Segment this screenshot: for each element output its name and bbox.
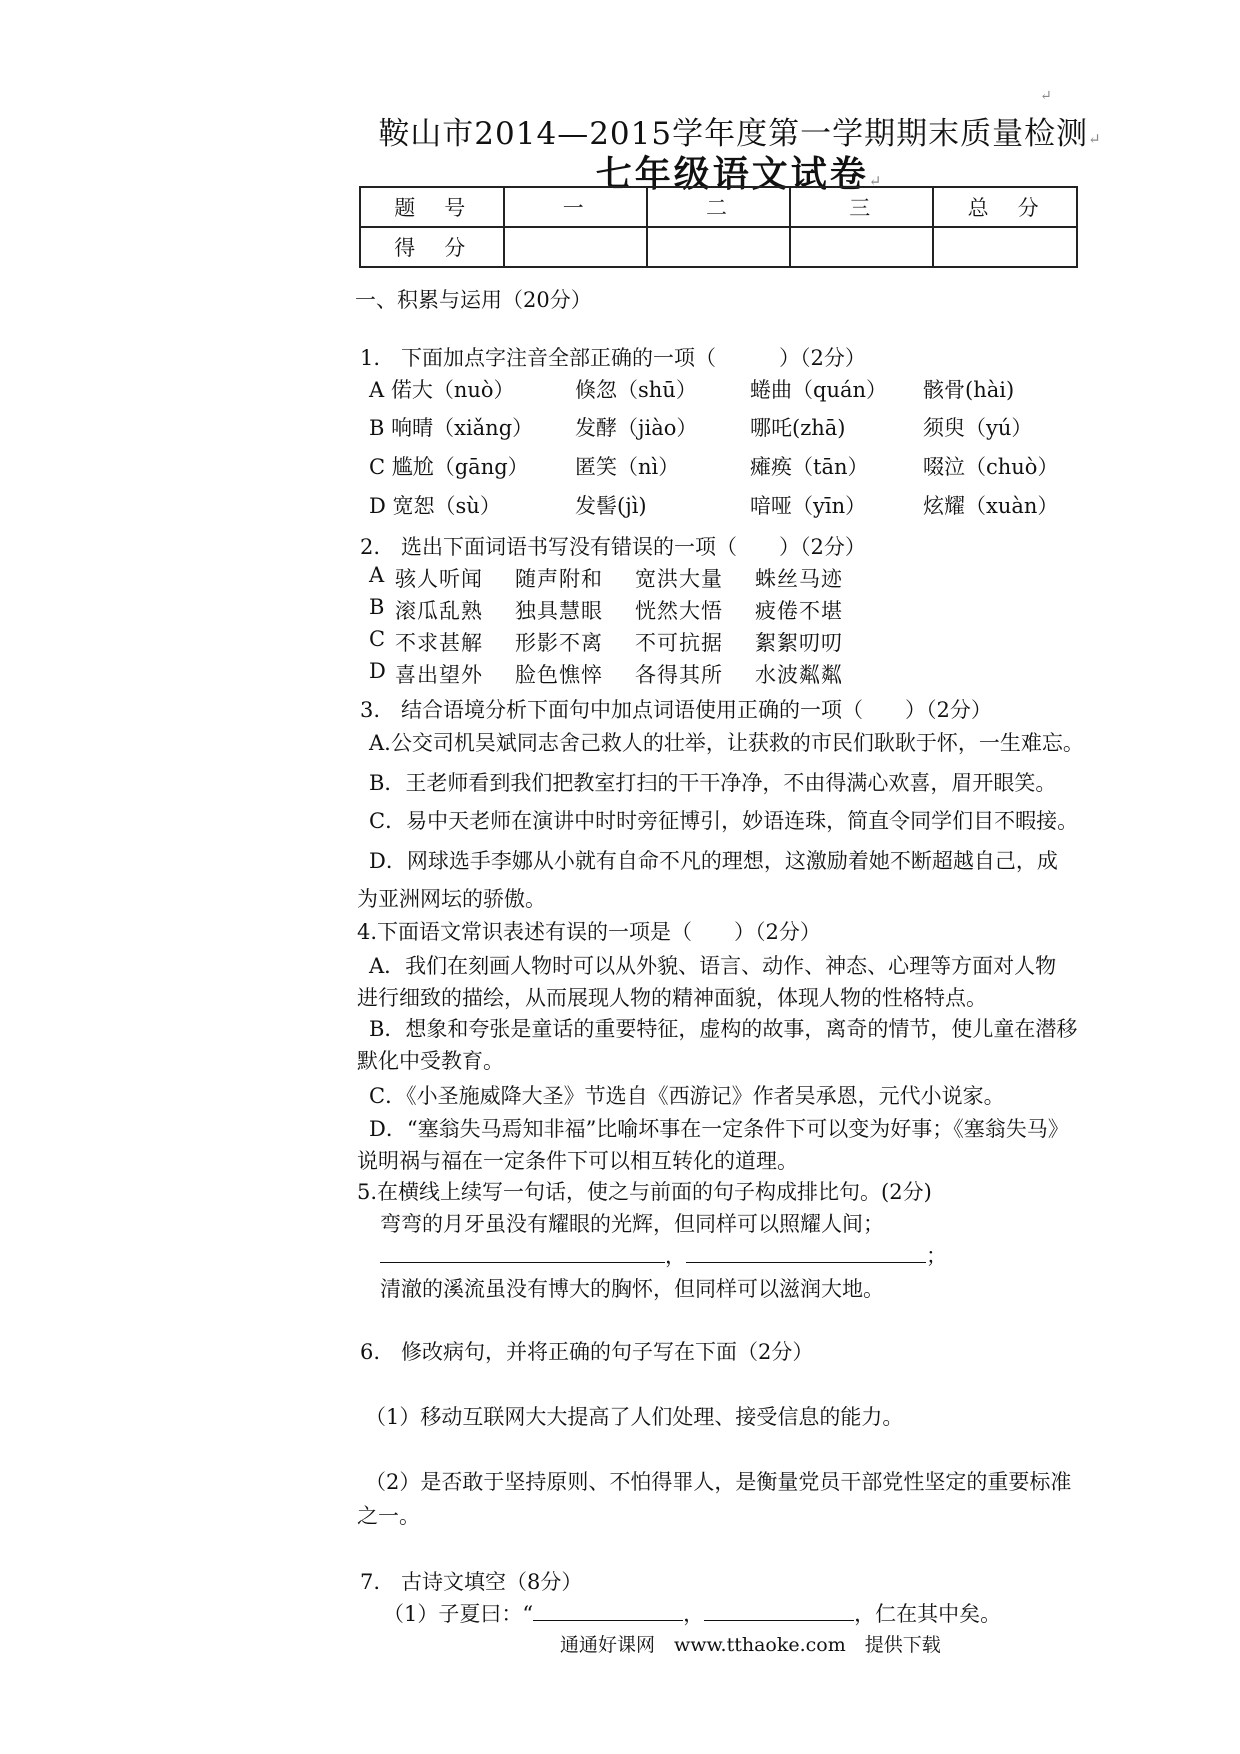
score-table-cell: 三 <box>790 187 933 227</box>
question-3-option-a: A.公交司机吴斌同志舍己救人的壮举，让获救的市民们耿耿于怀，一生难忘。 <box>369 731 1084 755</box>
question-5-line-3: 清澈的溪流虽没有博大的胸怀，但同样可以滋润大地。 <box>380 1277 884 1301</box>
comma: ， <box>665 1244 686 1268</box>
option-cell: 啜泣（chuò） <box>923 455 1059 479</box>
question-4-option-d-continued: 说明祸与福在一定条件下可以相互转化的道理。 <box>357 1149 798 1173</box>
question-3-option-b: B．王老师看到我们把教室打扫的干干净净，不由得满心欢喜，眉开眼笑。 <box>369 771 1057 795</box>
option-cell: 哪吒(zhā) <box>750 416 846 440</box>
answer-blank[interactable] <box>380 1242 665 1263</box>
option-letter: C <box>369 627 387 651</box>
semicolon: ； <box>926 1244 947 1268</box>
question-4-option-d: D．“塞翁失马焉知非福”比喻坏事在一定条件下可以变为好事；《塞翁失马》 <box>369 1117 1069 1141</box>
question-4-option-a-continued: 进行细致的描绘，从而展现人物的精神面貌，体现人物的性格特点。 <box>357 986 987 1010</box>
answer-blank[interactable] <box>704 1600 854 1621</box>
question-4-stem: 4.下面语文常识表述有误的一项是（ ）（2分） <box>357 920 821 944</box>
option-cell: C 尴尬（gāng） <box>369 455 529 479</box>
question-3-option-d: D．网球选手李娜从小就有自命不凡的理想，这激励着她不断超越自己，成 <box>369 849 1058 873</box>
question-1-stem: 1. 下面加点字注音全部正确的一项（ ）（2分） <box>360 346 866 370</box>
option-cell: 匿笑（nì） <box>575 455 680 479</box>
option-word: 疲倦不堪 <box>755 599 843 623</box>
answer-blank[interactable] <box>533 1600 683 1621</box>
score-table <box>359 186 1078 268</box>
option-cell: 骸骨(hài) <box>923 378 1015 402</box>
option-word: 不可抗据 <box>635 631 723 655</box>
poem-suffix: ，仁在其中矣。 <box>854 1602 1002 1626</box>
score-table-cell: 题 号 <box>360 187 504 227</box>
question-4-option-b-continued: 默化中受教育。 <box>357 1049 504 1073</box>
score-table-cell: 一 <box>504 187 647 227</box>
paragraph-mark: ↵ <box>1040 88 1052 104</box>
score-table-cell: 二 <box>647 187 790 227</box>
question-7-stem: 7. 古诗文填空（8分） <box>360 1570 583 1594</box>
score-blank-cell[interactable] <box>933 227 1077 267</box>
question-6-sentence-1: （1）移动互联网大大提高了人们处理、接受信息的能力。 <box>365 1405 904 1429</box>
option-word: 蛛丝马迹 <box>755 567 843 591</box>
option-word: 滚瓜乱熟 <box>395 599 483 623</box>
option-word: 形影不离 <box>515 631 603 655</box>
footer-source: 通通好课网 www.tthaoke.com 提供下载 <box>560 1634 941 1656</box>
option-word: 水波粼粼 <box>755 663 843 687</box>
option-cell: 发髻(jì) <box>575 494 647 518</box>
score-table-cell: 得 分 <box>360 227 504 267</box>
question-3-stem: 3. 结合语境分析下面句中加点词语使用正确的一项（ ）（2分） <box>360 698 992 722</box>
question-3-option-d-continued: 为亚洲网坛的骄傲。 <box>357 887 546 911</box>
score-blank-cell[interactable] <box>790 227 933 267</box>
question-6-sentence-2: （2）是否敢于坚持原则、不怕得罪人，是衡量党员干部党性坚定的重要标准 <box>365 1470 1072 1494</box>
comma: ， <box>683 1602 705 1626</box>
question-5-answer-line <box>380 1240 947 1270</box>
option-word: 各得其所 <box>635 663 723 687</box>
option-cell: D 宽恕（sù） <box>369 494 501 518</box>
option-cell: 倏忽（shū） <box>575 378 697 402</box>
answer-blank[interactable] <box>686 1242 926 1263</box>
option-cell: 炫耀（xuàn） <box>923 494 1059 518</box>
option-cell: 喑哑（yīn） <box>750 494 867 518</box>
section-heading: 一、积累与运用（20分） <box>355 288 592 312</box>
poem-prefix: （1）子夏曰：“ <box>383 1602 534 1626</box>
score-blank-cell[interactable] <box>647 227 790 267</box>
option-word: 宽洪大量 <box>635 567 723 591</box>
option-letter: A <box>369 563 386 587</box>
option-word: 絮絮叨叨 <box>755 631 843 655</box>
question-4-option-b: B．想象和夸张是童话的重要特征，虚构的故事，离奇的情节，使儿童在潜移 <box>369 1017 1078 1041</box>
option-cell: 发酵（jiào） <box>575 416 698 440</box>
question-2-stem: 2. 选出下面词语书写没有错误的一项（ ）（2分） <box>360 535 866 559</box>
score-table-cell: 总 分 <box>933 187 1077 227</box>
option-cell: 瘫痪（tān） <box>750 455 869 479</box>
option-word: 随声附和 <box>515 567 603 591</box>
question-5-line-1: 弯弯的月牙虽没有耀眼的光辉，但同样可以照耀人间； <box>380 1212 884 1236</box>
question-7-line-1 <box>383 1598 1001 1628</box>
exam-title-line2: 七年级语文试卷↵ <box>595 153 885 195</box>
option-word: 脸色憔悴 <box>515 663 603 687</box>
question-6-stem: 6. 修改病句，并将正确的句子写在下面（2分） <box>360 1340 814 1364</box>
question-6-sentence-2-continued: 之一。 <box>357 1504 420 1528</box>
exam-title-line1: 鞍山市2014—2015学年度第一学期期末质量检测↵ <box>378 116 1102 152</box>
option-word: 骇人听闻 <box>395 567 483 591</box>
score-blank-cell[interactable] <box>504 227 647 267</box>
option-word: 喜出望外 <box>395 663 483 687</box>
option-cell: A 偌大（nuò） <box>369 378 515 402</box>
option-cell: B 响晴（xiǎng） <box>369 416 534 440</box>
option-word: 恍然大悟 <box>635 599 723 623</box>
score-table-header-row <box>360 187 1077 227</box>
option-letter: D <box>369 659 387 683</box>
option-cell: 蜷曲（quán） <box>750 378 888 402</box>
option-word: 不求甚解 <box>395 631 483 655</box>
score-table-score-row <box>360 227 1077 267</box>
option-letter: B <box>369 595 386 619</box>
option-word: 独具慧眼 <box>515 599 603 623</box>
question-5-stem: 5.在横线上续写一句话，使之与前面的句子构成排比句。(2分) <box>357 1180 932 1204</box>
question-3-option-c: C．易中天老师在演讲中时时旁征博引，妙语连珠，简直令同学们目不暇接。 <box>369 809 1079 833</box>
question-4-option-c: C．《小圣施威降大圣》节选自《西游记》作者吴承恩，元代小说家。 <box>369 1084 1005 1108</box>
question-4-option-a: A．我们在刻画人物时可以从外貌、语言、动作、神态、心理等方面对人物 <box>369 954 1057 978</box>
option-cell: 须臾（yú） <box>923 416 1033 440</box>
